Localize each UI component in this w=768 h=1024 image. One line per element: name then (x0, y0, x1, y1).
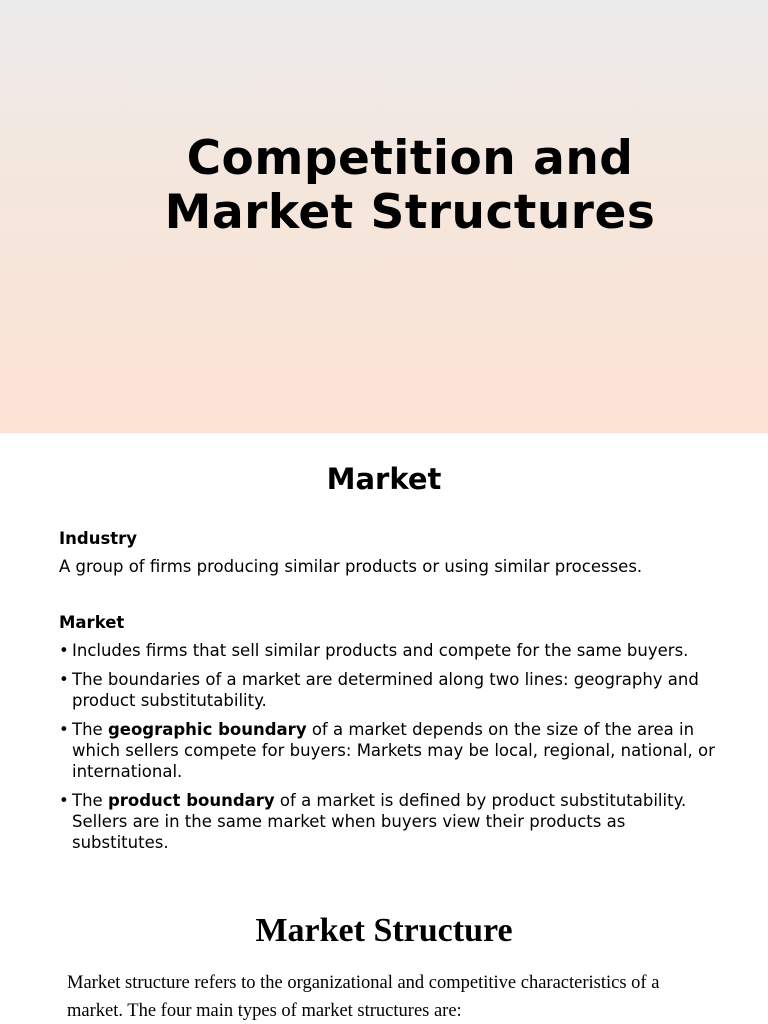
market-term: Market (59, 613, 125, 632)
geographic-boundary-term: geographic boundary (107, 720, 307, 739)
product-boundary-term: product boundary (107, 791, 275, 810)
industry-definition: A group of firms producing similar products or using similar processes. (59, 557, 643, 576)
title-slide (0, 0, 768, 433)
slide-body-text: Market structure refers to the organizational and competitive characteristics of a market. The four main types of market structures are: (67, 973, 660, 1021)
market-structure-slide (0, 873, 768, 1024)
presentation-title (110, 132, 710, 240)
list-item: • The geographic boundary of a market depends on the size of the area in which sellers compete for buyers: Markets may be local, regional, national, or international. (59, 719, 719, 782)
title-line-2: Market Structures (164, 185, 656, 240)
slide-title: Market (326, 462, 442, 496)
market-slide (0, 433, 768, 873)
list-item: • The product boundary of a market is defined by product substitutability. Sellers are in the same market when buyers view their products as substitutes. (59, 790, 719, 853)
market-bullet-list (59, 640, 719, 861)
industry-term: Industry (59, 529, 138, 548)
slide-title: Market Structure (255, 912, 513, 949)
list-item: • Includes firms that sell similar products and compete for the same buyers. (59, 640, 719, 661)
title-line-1: Competition and (186, 131, 634, 186)
list-item: • The boundaries of a market are determined along two lines: geography and product substitutability. (59, 669, 719, 711)
